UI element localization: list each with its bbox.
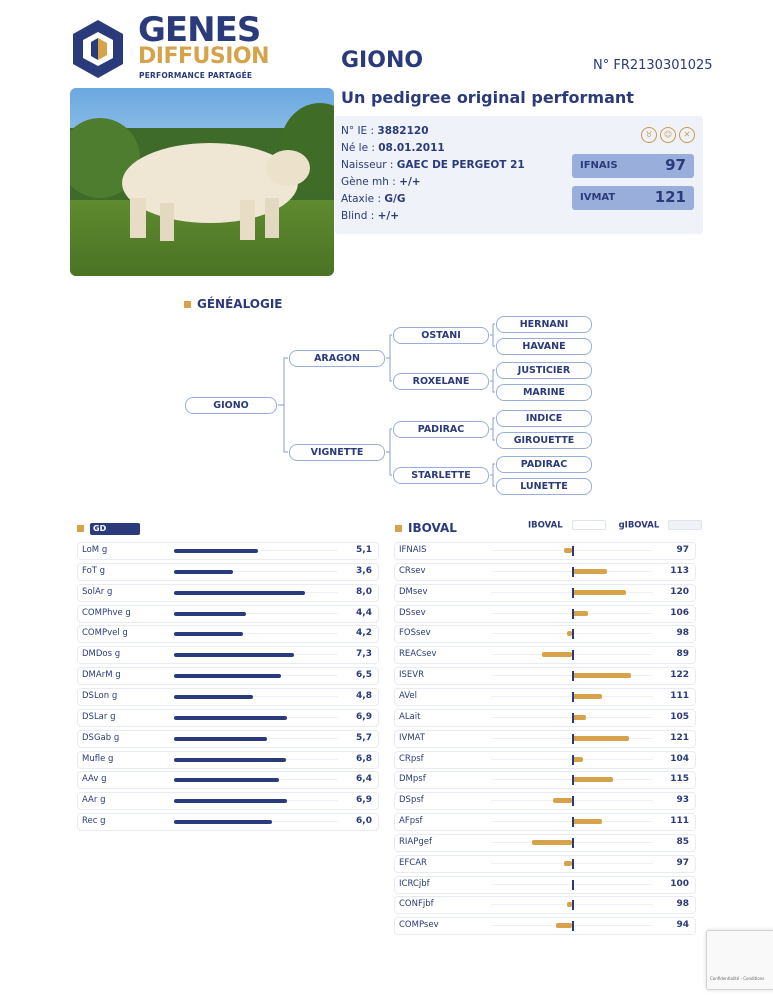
- iboval-center-mark: [572, 775, 574, 785]
- gdscan-logo: GD: [90, 523, 140, 535]
- index-ivmat-value: 121: [654, 188, 686, 206]
- pedigree-sire: ARAGON: [289, 350, 385, 367]
- iboval-row-value: 111: [670, 816, 689, 827]
- iboval-bar: [572, 673, 631, 678]
- iboval-center-mark: [572, 629, 574, 639]
- gdscan-row-value: 8,0: [356, 586, 372, 597]
- gdscan-bar: [174, 820, 272, 824]
- iboval-bar: [572, 611, 588, 616]
- iboval-row-value: 106: [670, 607, 689, 618]
- iboval-bar: [572, 819, 602, 824]
- gdscan-row-value: 6,4: [356, 774, 372, 785]
- pedigree-animal: GIONO: [185, 397, 277, 414]
- iboval-bar: [572, 569, 607, 574]
- iboval-row-value: 111: [670, 690, 689, 701]
- iboval-center-mark: [572, 713, 574, 723]
- iboval-row: [395, 606, 695, 622]
- gdscan-row-value: 6,0: [356, 816, 372, 827]
- iboval-bar: [572, 715, 586, 720]
- gdscan-row-label: AAr g: [82, 795, 106, 806]
- gdscan-bar: [174, 758, 286, 762]
- iboval-row-label: IFNAIS: [399, 545, 427, 555]
- logo-tagline: PERFORMANCE PARTAGÉE: [139, 71, 253, 80]
- pedigree-ggp-8: LUNETTE: [496, 478, 592, 495]
- iboval-center-mark: [572, 796, 574, 806]
- gdscan-bar: [174, 737, 267, 741]
- iboval-bar: [532, 840, 573, 845]
- gdscan-row-label: COMPvel g: [82, 628, 128, 639]
- iboval-row: [395, 689, 695, 705]
- gdscan-row: [78, 564, 378, 580]
- gdscan-title: [77, 521, 140, 535]
- iboval-row: [395, 731, 695, 747]
- gdscan-row-value: 3,6: [356, 565, 372, 576]
- gdscan-row-value: 7,3: [356, 649, 372, 660]
- recaptcha-badge[interactable]: [706, 930, 773, 990]
- iboval-row-value: 121: [670, 732, 689, 743]
- pedigree-dam-sire: PADIRAC: [393, 421, 489, 438]
- pedigree-dam: VIGNETTE: [289, 444, 385, 461]
- gdscan-bar: [174, 612, 246, 616]
- iboval-bar: [572, 694, 602, 699]
- iboval-row-label: AVel: [399, 690, 418, 701]
- index-ifnais-value: 97: [665, 156, 686, 174]
- gdscan-row: [78, 668, 378, 684]
- gdscan-row-label: DMDos g: [82, 649, 121, 660]
- gdscan-row: [78, 793, 378, 809]
- iboval-row: [395, 772, 695, 788]
- info-ie: N° IE : 3882120: [341, 125, 429, 137]
- iboval-bar: [564, 548, 572, 553]
- gdscan-row-value: 6,9: [356, 795, 372, 806]
- iboval-row: [395, 564, 695, 580]
- iboval-center-mark: [572, 734, 574, 744]
- gdscan-row-label: FoT g: [82, 565, 106, 576]
- animal-subtitle: Un pedigree original performant: [341, 88, 634, 107]
- iboval-row: [395, 752, 695, 768]
- iboval-title: IBOVAL: [395, 521, 457, 535]
- info-ataxie: Ataxie : G/G: [341, 193, 406, 205]
- gdscan-row: [78, 606, 378, 622]
- gdscan-row-value: 5,7: [356, 732, 372, 743]
- pedigree-ggp-7: PADIRAC: [496, 456, 592, 473]
- gdscan-bar: [174, 695, 253, 699]
- index-ifnais-label: IFNAIS: [580, 160, 618, 171]
- gdscan-row-value: 5,1: [356, 545, 372, 555]
- pedigree-ggp-4: MARINE: [496, 384, 592, 401]
- bull-head-icon: ☺: [660, 127, 676, 143]
- iboval-row-value: 98: [676, 628, 689, 639]
- gdscan-row-value: 4,8: [356, 690, 372, 701]
- cow-icon: ♉: [641, 127, 657, 143]
- calving-icon: ✕: [679, 127, 695, 143]
- gdscan-bar: [174, 778, 279, 782]
- pedigree-sire-dam: ROXELANE: [393, 373, 489, 390]
- logo-title: GENES: [138, 10, 261, 50]
- iboval-center-mark: [572, 671, 574, 681]
- iboval-row: [395, 918, 695, 934]
- iboval-center-mark: [572, 588, 574, 598]
- iboval-row-label: DSsev: [399, 607, 426, 618]
- iboval-row-label: CONFjbf: [399, 899, 434, 910]
- iboval-row-value: 94: [676, 920, 689, 931]
- iboval-row-label: DMpsf: [399, 774, 426, 785]
- iboval-row-value: 122: [670, 670, 689, 681]
- gdscan-bar: [174, 799, 287, 803]
- gdscan-row-value: 4,4: [356, 607, 372, 618]
- iboval-row-value: 93: [676, 795, 689, 806]
- iboval-row-label: REACsev: [399, 649, 437, 660]
- gdscan-bar: [174, 591, 305, 595]
- iboval-row-label: FOSsev: [399, 628, 431, 639]
- gdscan-row: [78, 647, 378, 663]
- pedigree-ggp-1: HERNANI: [496, 316, 592, 333]
- iboval-row-label: ICRCjbf: [399, 878, 430, 889]
- iboval-center-mark: [572, 921, 574, 931]
- iboval-row: [395, 897, 695, 913]
- iboval-row-label: ISEVR: [399, 670, 424, 681]
- legend-iboval-label: IBOVAL: [528, 520, 563, 531]
- gdscan-row-label: Mufle g: [82, 753, 114, 764]
- iboval-row: [395, 877, 695, 893]
- gdscan-row-label: LoM g: [82, 545, 108, 555]
- recaptcha-text: Confidentialité - Conditions: [710, 976, 765, 981]
- pedigree-dam-dam: STARLETTE: [393, 467, 489, 484]
- iboval-center-mark: [572, 567, 574, 577]
- iboval-row-label: CRpsf: [399, 753, 424, 764]
- iboval-legend: [528, 520, 702, 531]
- iboval-row: [395, 814, 695, 830]
- gdscan-row-label: DMArM g: [82, 670, 121, 681]
- iboval-center-mark: [572, 880, 574, 890]
- iboval-row-value: 97: [676, 545, 689, 555]
- gdscan-row: [78, 710, 378, 726]
- iboval-bar: [553, 798, 572, 803]
- gdscan-bar: [174, 716, 287, 720]
- gdscan-bar: [174, 674, 281, 678]
- gdscan-bar: [174, 653, 294, 657]
- iboval-row-label: DSpsf: [399, 795, 424, 806]
- iboval-center-mark: [572, 650, 574, 660]
- iboval-row-label: DMsev: [399, 586, 428, 597]
- iboval-row: [395, 585, 695, 601]
- gdscan-row-value: 6,5: [356, 670, 372, 681]
- legend-giboval-swatch: [668, 520, 702, 530]
- pedigree-ggp-6: GIROUETTE: [496, 432, 592, 449]
- info-birth-date: Né le : 08.01.2011: [341, 142, 445, 154]
- iboval-row-label: COMPsev: [399, 920, 439, 931]
- iboval-bar: [572, 590, 626, 595]
- gdscan-row: [78, 626, 378, 642]
- animal-name: GIONO: [341, 48, 424, 73]
- gdscan-bar: [174, 632, 243, 636]
- gdscan-row-label: AAv g: [82, 774, 107, 785]
- iboval-row-label: RIAPgef: [399, 836, 432, 847]
- iboval-center-mark: [572, 755, 574, 765]
- gdscan-row: [78, 543, 378, 559]
- gdscan-row: [78, 752, 378, 768]
- pedigree-sire-sire: OSTANI: [393, 327, 489, 344]
- info-blind: Blind : +/+: [341, 210, 400, 222]
- gdscan-row-value: 6,8: [356, 753, 372, 764]
- iboval-row-label: AFpsf: [399, 816, 423, 827]
- iboval-row: [395, 835, 695, 851]
- iboval-row: [395, 626, 695, 642]
- gdscan-row-label: DSLon g: [82, 690, 118, 701]
- iboval-row-value: 89: [676, 649, 689, 660]
- iboval-row-value: 113: [670, 565, 689, 576]
- gdscan-row: [78, 814, 378, 830]
- gdscan-row-label: DSLar g: [82, 711, 116, 722]
- iboval-row-value: 104: [670, 753, 689, 764]
- iboval-center-mark: [572, 546, 574, 556]
- gdscan-row: [78, 731, 378, 747]
- gdscan-row-label: SolAr g: [82, 586, 113, 597]
- gdscan-bar: [174, 570, 233, 574]
- gdscan-row: [78, 689, 378, 705]
- iboval-bar: [564, 861, 572, 866]
- pedigree-ggp-2: HAVANE: [496, 338, 592, 355]
- iboval-row-value: 120: [670, 586, 689, 597]
- iboval-bar: [542, 652, 572, 657]
- iboval-center-mark: [572, 900, 574, 910]
- iboval-bar: [556, 923, 572, 928]
- legend-giboval-label: gIBOVAL: [618, 520, 660, 531]
- iboval-bar: [572, 777, 613, 782]
- iboval-center-mark: [572, 817, 574, 827]
- gdscan-row-label: COMPhve g: [82, 607, 131, 618]
- iboval-row: [395, 710, 695, 726]
- gdscan-row: [78, 585, 378, 601]
- iboval-center-mark: [572, 692, 574, 702]
- info-breeder: Naisseur : GAEC DE PERGEOT 21: [341, 159, 525, 171]
- iboval-center-mark: [572, 609, 574, 619]
- iboval-row-label: ALait: [399, 711, 421, 722]
- iboval-row-label: EFCAR: [399, 857, 427, 868]
- gdscan-row-value: 6,9: [356, 711, 372, 722]
- iboval-row-value: 100: [670, 878, 689, 889]
- iboval-row-value: 98: [676, 899, 689, 910]
- gdscan-bar: [174, 549, 258, 553]
- gdscan-row-label: DSGab g: [82, 732, 120, 743]
- pedigree-ggp-5: INDICE: [496, 410, 592, 427]
- iboval-row-value: 85: [676, 836, 689, 847]
- iboval-row: [395, 793, 695, 809]
- legend-iboval-swatch: [572, 520, 606, 530]
- genealogy-title: GÉNÉALOGIE: [184, 297, 283, 311]
- logo-subtitle: DIFFUSION: [138, 44, 270, 69]
- iboval-center-mark: [572, 859, 574, 869]
- iboval-row-label: IVMAT: [399, 732, 426, 743]
- iboval-row-value: 97: [676, 857, 689, 868]
- index-ivmat-label: IVMAT: [580, 192, 616, 203]
- iboval-row: [395, 856, 695, 872]
- gdscan-row-value: 4,2: [356, 628, 372, 639]
- iboval-row: [395, 543, 695, 559]
- pedigree-ggp-3: JUSTICIER: [496, 362, 592, 379]
- animal-number: N° FR2130301025: [593, 58, 713, 73]
- info-gene-mh: Gène mh : +/+: [341, 176, 421, 188]
- iboval-row: [395, 647, 695, 663]
- iboval-bar: [572, 736, 629, 741]
- iboval-row-value: 115: [670, 774, 689, 785]
- iboval-row: [395, 668, 695, 684]
- gdscan-row-label: Rec g: [82, 816, 106, 827]
- iboval-row-label: CRsev: [399, 565, 426, 576]
- gdscan-row: [78, 772, 378, 788]
- iboval-center-mark: [572, 838, 574, 848]
- iboval-row-value: 105: [670, 711, 689, 722]
